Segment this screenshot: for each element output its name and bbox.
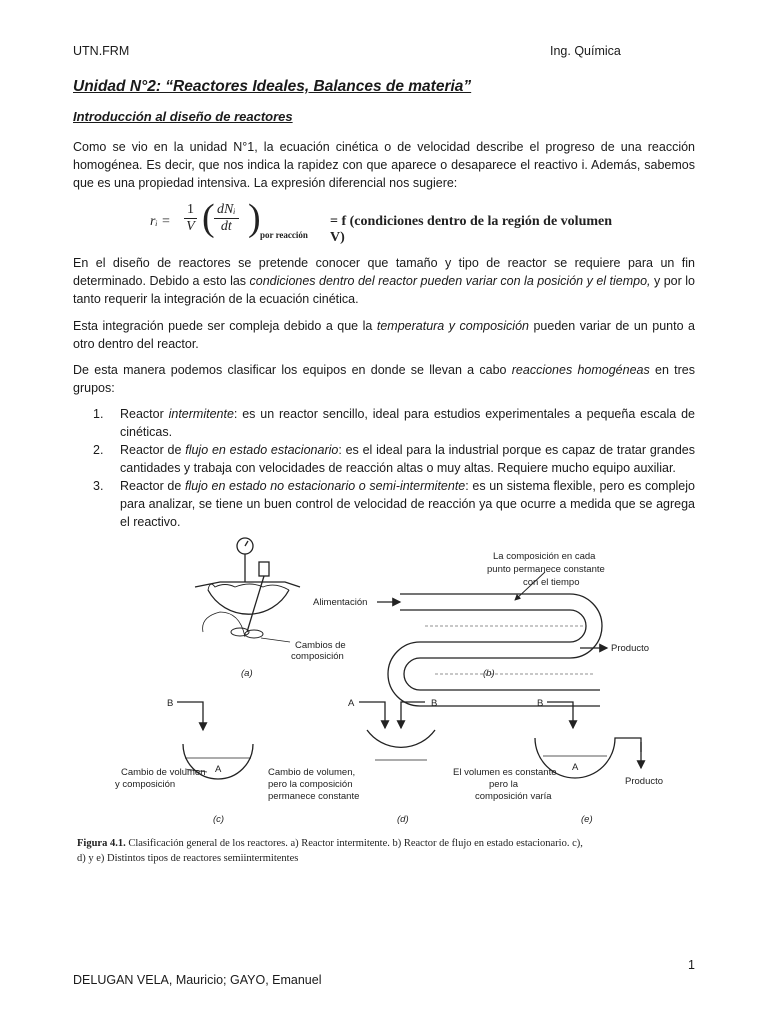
formula-rhs: = f (condiciones dentro de la región de volumen V)	[330, 214, 613, 245]
fig-label-a: (a)	[241, 668, 253, 679]
fig-text-composicion-2: punto permanece constante	[487, 564, 605, 575]
paragraph-1: Como se vio en la unidad N°1, la ecuación cinética o de velocidad describe el progreso de una reacción homogénea. Es decir, que nos indica la rapidez con que aparece o desaparece el reactivo i. Además, sabemos que es una propiedad intensiva. La expresión diferencial nos sugiere:	[73, 140, 695, 190]
fig-text-producto-b: Producto	[611, 643, 650, 654]
figure-caption-line-1: Figura 4.1. Clasificación general de los reactores. a) Reactor intermitente. b) Reactor de flujo en estado estacionario. c),	[77, 838, 583, 849]
formula-frac-1: $\frac{1}{V}$	[184, 202, 197, 235]
fig-text-d-1: Cambio de volumen,	[268, 767, 356, 778]
fig-text-e-1: El volumen es constante	[453, 767, 557, 778]
semibatch-reactor-e	[453, 698, 663, 825]
fig-text-c-2: y composición	[115, 779, 176, 790]
fig-text-B-e: B	[537, 698, 544, 709]
paragraph-3: Esta integración puede ser compleja debido a que la temperatura y composición pueden variar de un punto a otro dentro del reactor.	[73, 319, 695, 351]
fig-text-c-1: Cambio de volumen	[121, 767, 206, 778]
batch-reactor-a	[195, 538, 346, 679]
formula-subscript: por reacción	[260, 230, 308, 240]
fig-text-alimentacion: Alimentación	[313, 597, 368, 608]
fig-text-e-3: composición varía	[475, 791, 552, 802]
fig-text-producto-e: Producto	[625, 776, 664, 787]
page-title: Unidad N°2: “Reactores Ideales, Balances de materia”	[73, 78, 472, 95]
formula-lhs: rᵢ =	[150, 214, 171, 229]
fig-text-composicion-1: La composición en cada	[493, 551, 596, 562]
reactor-classification-figure	[75, 532, 685, 867]
fig-text-A-c: A	[215, 764, 222, 775]
formula-paren-open: (	[202, 197, 215, 239]
fig-text-d-2: pero la composición	[268, 779, 353, 790]
fig-label-c: (c)	[213, 814, 225, 825]
list-item: 1. Reactor intermitente: es un reactor sencillo, ideal para estudios experimentales a pequeña escala de cinéticas.	[93, 407, 695, 439]
section-subtitle: Introducción al diseño de reactores	[73, 109, 293, 124]
fig-label-e: (e)	[581, 814, 593, 825]
header-left: UTN.FRM	[73, 44, 130, 58]
fig-text-B-c: B	[167, 698, 174, 709]
fig-text-d-3: permanece constante	[268, 791, 360, 802]
fig-text-cambios-2: composición	[291, 651, 344, 662]
rate-equation	[150, 197, 620, 250]
reactor-types-list	[93, 405, 695, 531]
motor-icon	[259, 562, 269, 576]
fig-text-A-e: A	[572, 762, 579, 773]
semibatch-reactor-c	[115, 698, 253, 825]
fig-label-d: (d)	[397, 814, 409, 825]
paragraph-4: De esta manera podemos clasificar los equipos en donde se llevan a cabo reacciones homogéneas en tres grupos:	[73, 363, 696, 395]
list-item: 3. Reactor de flujo en estado no estacionario o semi-intermitente: es un sistema flexible, pero es complejo para analizar, se tiene un buen control de velocidad de reacción ya que ocurre a medida que se agrega el reactivo.	[93, 479, 695, 529]
page-number: 1	[688, 958, 695, 972]
header-right: Ing. Química	[550, 44, 621, 58]
fig-text-B-d: B	[431, 698, 438, 709]
fig-text-composicion-3: con el tiempo	[523, 577, 580, 588]
plug-flow-reactor-b	[313, 551, 649, 706]
figure-caption-line-2: d) y e) Distintos tipos de reactores semiintermitentes	[77, 853, 299, 864]
list-item: 2. Reactor de flujo en estado estacionario: es el ideal para la industrial porque es capaz de tratar grandes cantidades y trabaja con velocidades de reacción altas o muy altas. Requiere mucho equipo auxiliar.	[93, 443, 695, 475]
fig-label-b: (b)	[483, 668, 495, 679]
formula-paren-close: )	[248, 197, 261, 239]
fig-text-A-d: A	[348, 698, 355, 709]
fig-text-cambios-1: Cambios de	[295, 640, 346, 651]
fig-text-e-2: pero la	[489, 779, 519, 790]
semibatch-reactor-d	[268, 698, 437, 825]
footer-authors: DELUGAN VELA, Mauricio; GAYO, Emanuel	[73, 973, 322, 987]
formula-frac-2: dNᵢ dt	[214, 202, 239, 235]
paragraph-2: En el diseño de reactores se pretende conocer que tamaño y tipo de reactor se requiere para un fin determinado. Debido a esto las condiciones dentro del reactor pueden variar con la posición y el tiempo, y por lo tanto requerir la integración de la ecuación cinética.	[73, 256, 695, 306]
